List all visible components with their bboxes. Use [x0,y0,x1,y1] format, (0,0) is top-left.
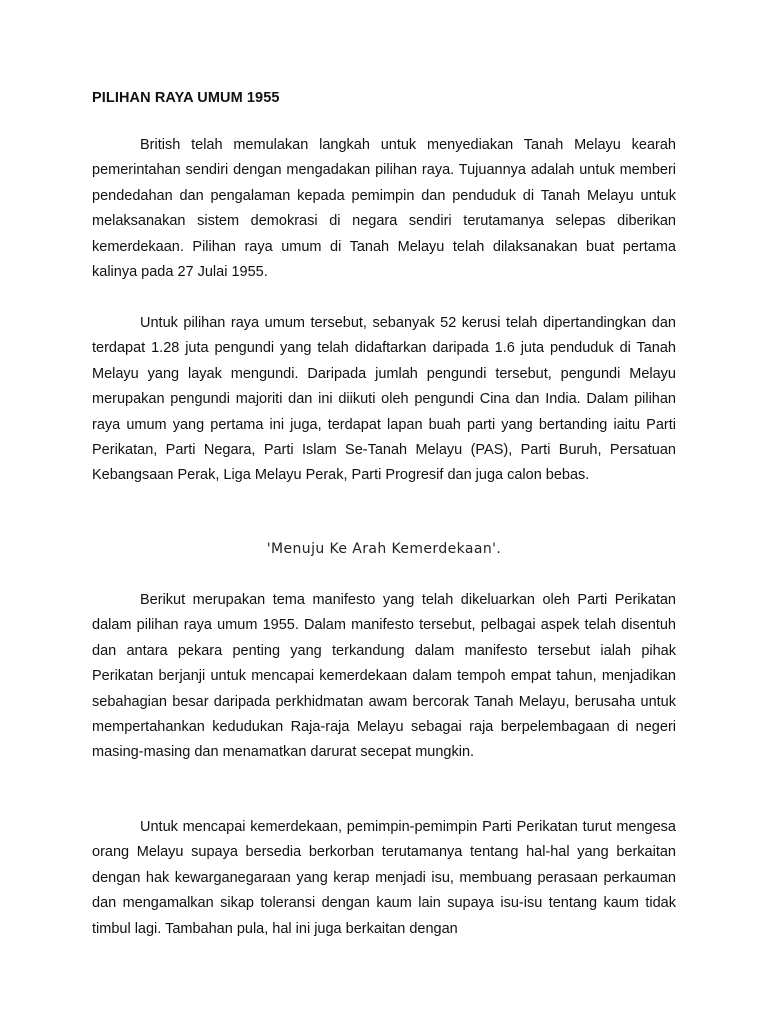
paragraph-2: Untuk pilihan raya umum tersebut, sebanyak 52 kerusi telah dipertandingkan dan terdapat 1.28 juta pengundi yang telah didaftarkan daripada 1.6 juta penduduk di Tanah Melayu yang layak mengundi. Daripada jumlah pengundi tersebut, pengundi Melayu merupakan pengundi majoriti dan ini diikuti oleh pengundi Cina dan India. Dalam pilihan raya umum yang pertama ini juga, terdapat lapan buah parti yang bertanding iaitu Parti Perikatan, Parti Negara, Parti Islam Se-Tanah Melayu (PAS), Parti Buruh, Persatuan Kebangsaan Perak, Liga Melayu Perak, Parti Progresif dan juga calon bebas. [92,315,676,484]
paragraph-1: British telah memulakan langkah untuk menyediakan Tanah Melayu kearah pemerintahan sendiri dengan mengadakan pilihan raya. Tujuannya adalah untuk memberi pendedahan dan pengalaman kepada pemimpin dan penduduk di Tanah Melayu untuk melaksanakan sistem demokrasi di negara sendiri terutamanya selepas diberikan kemerdekaan. Pilihan raya umum di Tanah Melayu telah dilaksanakan buat pertama kalinya pada 27 Julai 1955. [92,137,676,281]
paragraph-3: Berikut merupakan tema manifesto yang telah dikeluarkan oleh Parti Perikatan dalam pilihan raya umum 1955. Dalam manifesto tersebut, pelbagai aspek telah disentuh dan antara pekara penting yang terkandung dalam manifesto tersebut ialah pihak Perikatan berjanji untuk mencapai kemerdekaan dalam tempoh empat tahun, menjadikan sebahagian besar daripada perkhidmatan awam bercorak Tanah Melayu, berusaha untuk mempertahankan kedudukan Raja-raja Melayu sebagai raja berpelembagaan di negeri masing-masing dan menamatkan darurat secepat mungkin. [92,592,676,761]
paragraph-4: Untuk mencapai kemerdekaan, pemimpin-pemimpin Parti Perikatan turut mengesa orang Melayu supaya bersedia berkorban terutamanya tentang hal-hal yang berkaitan dengan hak kewarganegaraan yang kerap menjadi isu, membuang perasaan perkauman dan mengamalkan sikap toleransi dengan kaum lain supaya isu-isu tentang kaum tidak timbul lagi. Tambahan pula, hal ini juga berkaitan dengan [92,819,676,937]
document-title: PILIHAN RAYA UMUM 1955 [92,90,280,106]
manifesto-theme-quote: 'Menuju Ke Arah Kemerdekaan'. [266,541,502,557]
